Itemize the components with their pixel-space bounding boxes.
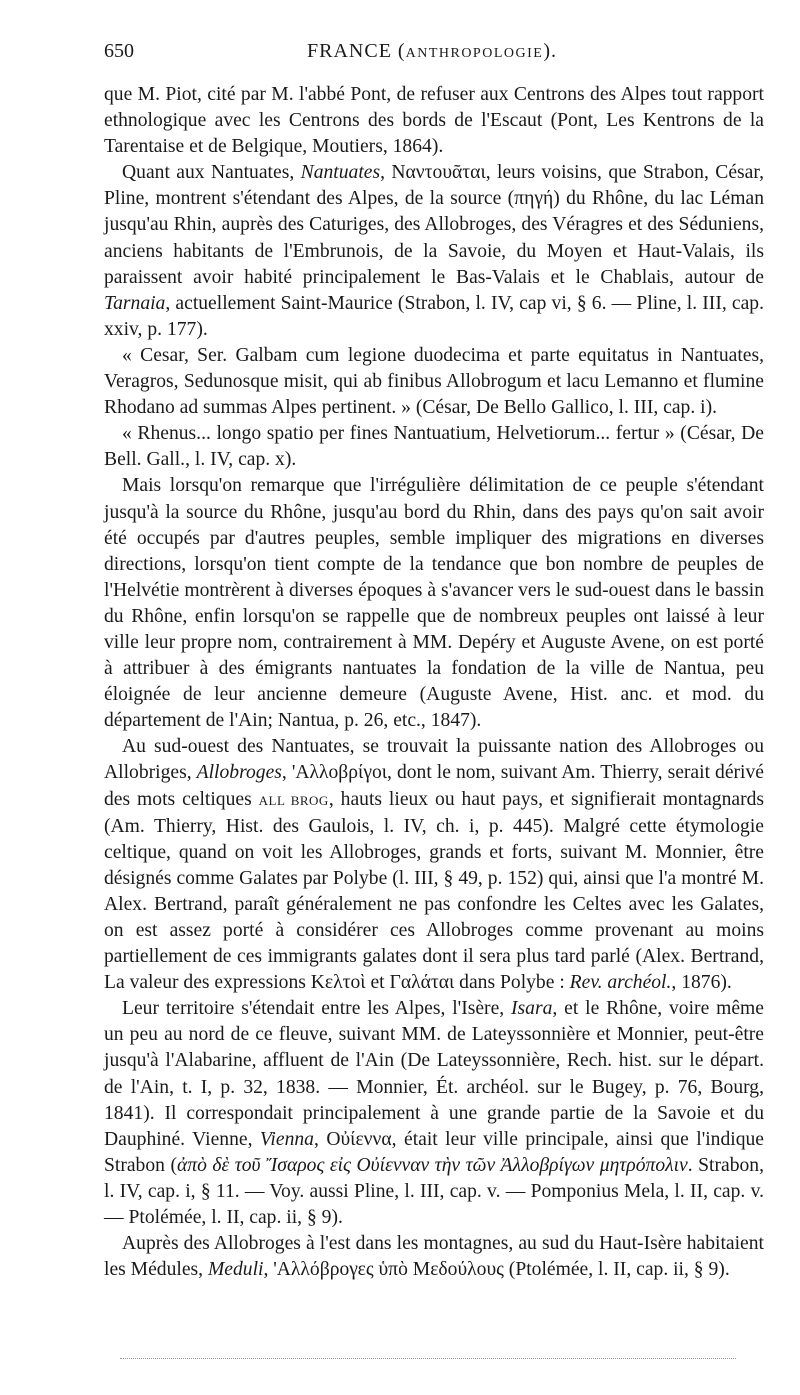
paragraph-text: , Οὐίεννα, était leur ville principale, ainsi que l'indique Strabon ( — [104, 1128, 764, 1176]
italic-text: Rev. archéol. — [569, 972, 672, 994]
italic-text: Tarnaia — [104, 292, 166, 314]
paragraph-text: que M. Piot, cité par M. l'abbé Pont, de refuser aux Centrons des Alpes tout rapport ethnologique avec les Centrons des bords de l'Escaut (Pont, Les Kentrons de la Tarentaise et de Belgique, Moutiers, 1864). — [104, 84, 764, 158]
footer-dotted-rule — [120, 1358, 736, 1361]
italic-text: Isara — [511, 998, 553, 1020]
paragraph-text: Auprès des Allobroges à l'est dans les montagnes, au sud du Haut-Isère habitaient les Médules, — [104, 1233, 764, 1281]
italic-text: Allobroges — [196, 762, 282, 784]
paragraph-text: , 'Αλλόβρογες ὑπὸ Μεδούλους (Ptolémée, l. II, cap. ii, § 9). — [263, 1259, 730, 1281]
paragraph-text: Leur territoire s'étendait entre les Alpes, l'Isère, — [122, 998, 512, 1020]
paragraph — [104, 421, 764, 473]
running-head-small: ANTHROPOLOGIE — [405, 46, 544, 61]
paragraph-text: , actuellement Saint-Maurice (Strabon, l. IV, cap vi, § 6. — Pline, l. III, cap. xxiv, p. 177). — [104, 292, 764, 340]
paragraph — [104, 734, 764, 996]
page-body — [104, 82, 764, 1283]
italic-text: Nantuates — [300, 162, 381, 184]
paragraph — [104, 1231, 764, 1283]
paragraph-text: , 1876). — [671, 972, 732, 994]
italic-text: Vienna — [259, 1128, 314, 1150]
page-number: 650 — [104, 40, 134, 62]
paragraph-text: Au sud-ouest des Nantuates, se trouvait la puissante nation des Allobroges ou Allobriges, — [104, 736, 764, 784]
paragraph — [104, 996, 764, 1231]
page-header — [104, 40, 760, 74]
small-caps-text: ALL BROG — [258, 792, 329, 808]
paragraph — [104, 160, 764, 343]
running-head — [104, 40, 760, 63]
paragraph-text: , et le Rhône, voire même un peu au nord de ce fleuve, suivant MM. de Lateyssonnière et Monnier, peut-être jusqu'à l'Alabarine, affluent de l'Ain (De Lateyssonnière, Rech. hist. sur le départ. de l'Ain, t. I, p. 32, 1838. — Monnier, Ét. archéol. sur le Bugey, p. 76, Bourg, 1841). Il correspondait principalement à une grande partie de la Savoie et du Dauphiné. Vienne, — [104, 998, 764, 1150]
paragraph — [104, 343, 764, 421]
paragraph-text: Mais lorsqu'on remarque que l'irrégulière délimitation de ce peuple s'étendant jusqu'à la source du Rhône, jusqu'au bord du Rhin, dans des pays qu'on sait avoir été occupés par d'autres peuples, semble impliquer des migrations en diverses directions, lorsqu'on tient compte de la tendance que bon nombre de peuples de l'Helvétie montrèrent à diverses époques à s'avancer vers le sud-ouest dans le bassin du Rhône, enfin lorsqu'on se rappelle que de nombreux peuples ont laissé à leur ville leur propre nom, contrairement à MM. Depéry et Auguste Avene, on est porté à attribuer à des émigrants nantuates la fondation de la ville de Nantua, peu éloignée de leur ancienne demeure (Auguste Avene, Hist. anc. et mod. du département de l'Ain; Nantua, p. 26, etc., 1847). — [104, 475, 764, 732]
paragraph-text: , hauts lieux ou haut pays, et signifierait montagnards (Am. Thierry, Hist. des Gaulois, l. IV, ch. i, p. 445). Malgré cette étymologie celtique, quand on voit les Allobroges, grands et forts, suivant M. Monnier, être désignés comme Galates par Polybe (l. III, § 49, p. 152) qui, ainsi que l'a montré M. Alex. Bertrand, paraît généralement ne pas confondre les Celtes avec les Galates, on est assez porté à considérer ces Allobroges comme provenant au moins partiellement de ces immigrants galates dont il sera plus tard parlé (Alex. Bertrand, La valeur des expressions Κελτοὶ et Γαλάται dans Polybe : — [104, 788, 765, 994]
running-head-main: FRANCE ( — [307, 40, 406, 62]
italic-text: ἀπὸ δὲ τοῦ Ἴσαρος εἰς Οὐίενναν τὴν τῶν Ἀλλοβρίγων μητρόπολιν — [176, 1154, 688, 1176]
paragraph-text: Quant aux Nantuates, — [122, 162, 301, 184]
paragraph-text: « Rhenus... longo spatio per fines Nantuatium, Helvetiorum... fertur » (César, De Bell. Gall., l. IV, cap. x). — [104, 423, 764, 471]
paragraph — [104, 473, 764, 734]
paragraph-text: , Ναντουᾶται, leurs voisins, que Strabon, César, Pline, montrent s'étendant des Alpes, de la source (πηγή) du Rhône, du lac Léman jusqu'au Rhin, auprès des Caturiges, des Allobroges, des Véragres et des Séduniens, anciens habitants de l'Embrunois, de la Savoie, du Moyen et Haut-Valais, ils paraissent avoir habité principalement le Bas-Valais et le Chablais, autour de — [104, 162, 764, 288]
paragraph-text: « Cesar, Ser. Galbam cum legione duodecima et parte equitatus in Nantuates, Veragros, Sedunosque misit, qui ab finibus Allobrogum et lacu Lemanno et flumine Rhodano ad summas Alpes pertinent. » (César, De Bello Gallico, l. III, cap. i). — [104, 344, 764, 419]
paragraph — [104, 82, 764, 160]
paragraph-text: . Strabon, l. IV, cap. i, § 11. — Voy. aussi Pline, l. III, cap. v. — Pomponius Mela, l. II, cap. v. — Ptolémée, l. II, cap. ii, § 9). — [104, 1154, 764, 1229]
running-head-end: ). — [543, 40, 557, 62]
paragraph-text: , 'Αλλοβρίγοι, dont le nom, suivant Am. Thierry, serait dérivé des mots celtiques — [104, 762, 764, 810]
italic-text: Meduli — [207, 1259, 264, 1281]
